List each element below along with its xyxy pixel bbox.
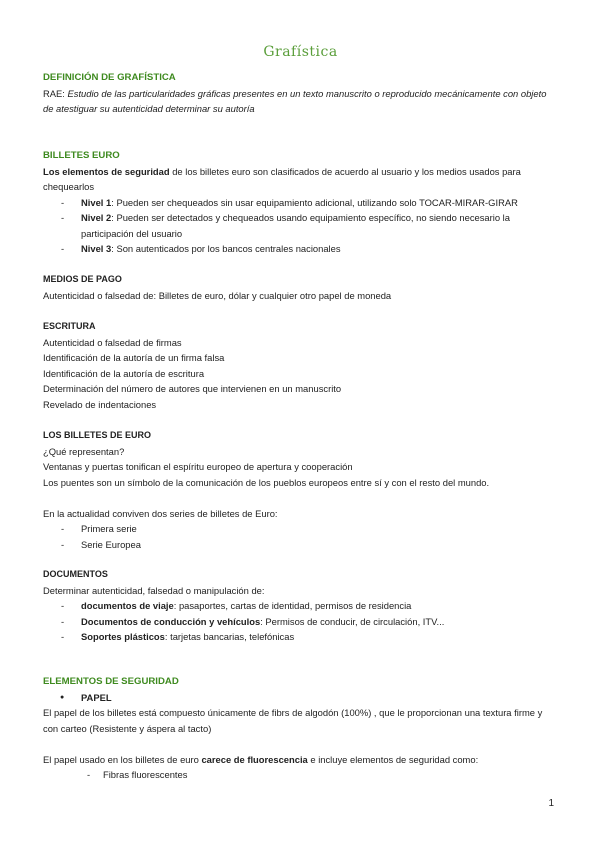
escritura-heading: ESCRITURA [43,321,96,331]
list-item [43,598,558,614]
dash-marker: - [61,243,65,254]
list-item [43,629,558,645]
escritura-line: Identificación de la autoría de un firma falsa [43,352,225,363]
escritura-line: Determinación del número de autores que intervienen en un manuscrito [43,383,342,394]
intro-bold: Los elementos de seguridad [43,165,170,177]
item-bold: Documentos de conducción y vehículos [81,615,261,627]
item-text: : Son autenticados por los bancos centrales nacionales [111,243,341,254]
item-text: Primera serie [81,523,137,534]
para2-post: e incluye elementos de seguridad como: [307,753,479,765]
item-bold: Nivel 1 [81,196,112,208]
list-item [43,767,558,783]
dash-marker: - [87,769,91,780]
documentos-section [43,567,558,645]
item-text: : Pueden ser detectados y chequeados usando equipamiento específico, no siendo necesario la participación del usuario [81,212,510,239]
item-bold: Soportes plásticos [81,631,165,642]
medios-heading: MEDIOS DE PAGO [43,274,122,284]
page-title: Grafística [263,44,338,60]
list-item [43,537,558,553]
definicion-heading: DEFINICIÓN DE GRAFÍSTICA [43,72,176,83]
escritura-line: Autenticidad o falsedad de firmas [43,336,182,348]
bullet-icon: ● [60,693,65,701]
list-item [43,195,558,211]
list-item [43,521,558,537]
dash-marker: - [61,538,65,550]
definicion-text [43,86,558,117]
definicion-section [43,70,558,117]
los-billetes-heading: LOS BILLETES DE EURO [43,430,152,440]
item-text: : Permisos de conducir, de circulación, ITV... [260,615,445,627]
list-item [43,241,558,257]
elementos-para2 [43,752,558,768]
dash-marker: - [61,196,65,208]
documentos-intro: Determinar autenticidad, falsedad o manipulación de: [43,584,265,596]
page-number: 1 [548,798,554,809]
elementos-heading: ELEMENTOS DE SEGURIDAD [43,676,179,687]
los-billetes-line: Los puentes son un símbolo de la comunicación de los pueblos europeos entre sí y con el resto del mundo. [43,476,490,488]
billetes-euro-heading: BILLETES EURO [43,150,120,161]
item-text: Serie Europea [81,538,141,550]
item-text: : Pueden ser chequeados sin usar equipamiento adicional, utilizando solo TOCAR-MIRAR-GIRAR [111,196,518,208]
dash-marker: - [61,631,65,642]
intro-rest: de los billetes euro son clasificados de acuerdo al usuario y los medios usados para chequearlos [43,165,521,192]
definicion-italic: Estudio de las particularidades gráficas presentes en un texto manuscrito o reproducido mecánicamente con objeto de atestiguar su autenticidad determinar su autoría [43,87,547,114]
item-bold: Nivel 2 [81,212,112,223]
definicion-prefix: RAE: [43,87,68,99]
dash-marker: - [61,212,65,223]
billetes-euro-intro [43,164,558,195]
item-text: Fibras fluorescentes [103,769,188,780]
elementos-section [43,674,558,783]
item-bold: documentos de viaje [81,600,174,611]
escritura-line: Revelado de indentaciones [43,398,157,410]
list-item [43,210,558,241]
medios-section [43,272,558,303]
billetes-euro-section [43,148,558,257]
medios-text: Autenticidad o falsedad de: Billetes de euro, dólar y cualquier otro papel de moneda [43,289,392,301]
los-billetes-line: ¿Qué representan? [43,445,125,457]
item-text: : pasaportes, cartas de identidad, permisos de residencia [173,600,412,611]
escritura-line: Identificación de la autoría de escritura [43,367,205,379]
list-item [43,690,558,706]
dash-marker: - [61,615,65,627]
para2-bold: carece de fluorescencia [201,753,308,765]
los-billetes-line: Ventanas y puertas tonifican el espíritu europeo de apertura y cooperación [43,461,353,472]
sub-heading: PAPEL [81,691,112,703]
dash-marker: - [61,600,65,611]
item-bold: Nivel 3 [81,243,112,254]
series-intro: En la actualidad conviven dos series de billetes de Euro: [43,507,278,519]
para2-pre: El papel usado en los billetes de euro [43,753,202,765]
los-billetes-section [43,428,558,552]
escritura-section [43,319,558,412]
documentos-heading: DOCUMENTOS [43,569,108,579]
elementos-para1: El papel de los billetes está compuesto únicamente de fibrs de algodón (100%) , que le proporcionan una textura firme y con carteo (Resistente y áspera al tacto) [43,707,543,734]
dash-marker: - [61,523,65,534]
list-item [43,614,558,630]
item-text: : tarjetas bancarias, telefónicas [164,631,295,642]
